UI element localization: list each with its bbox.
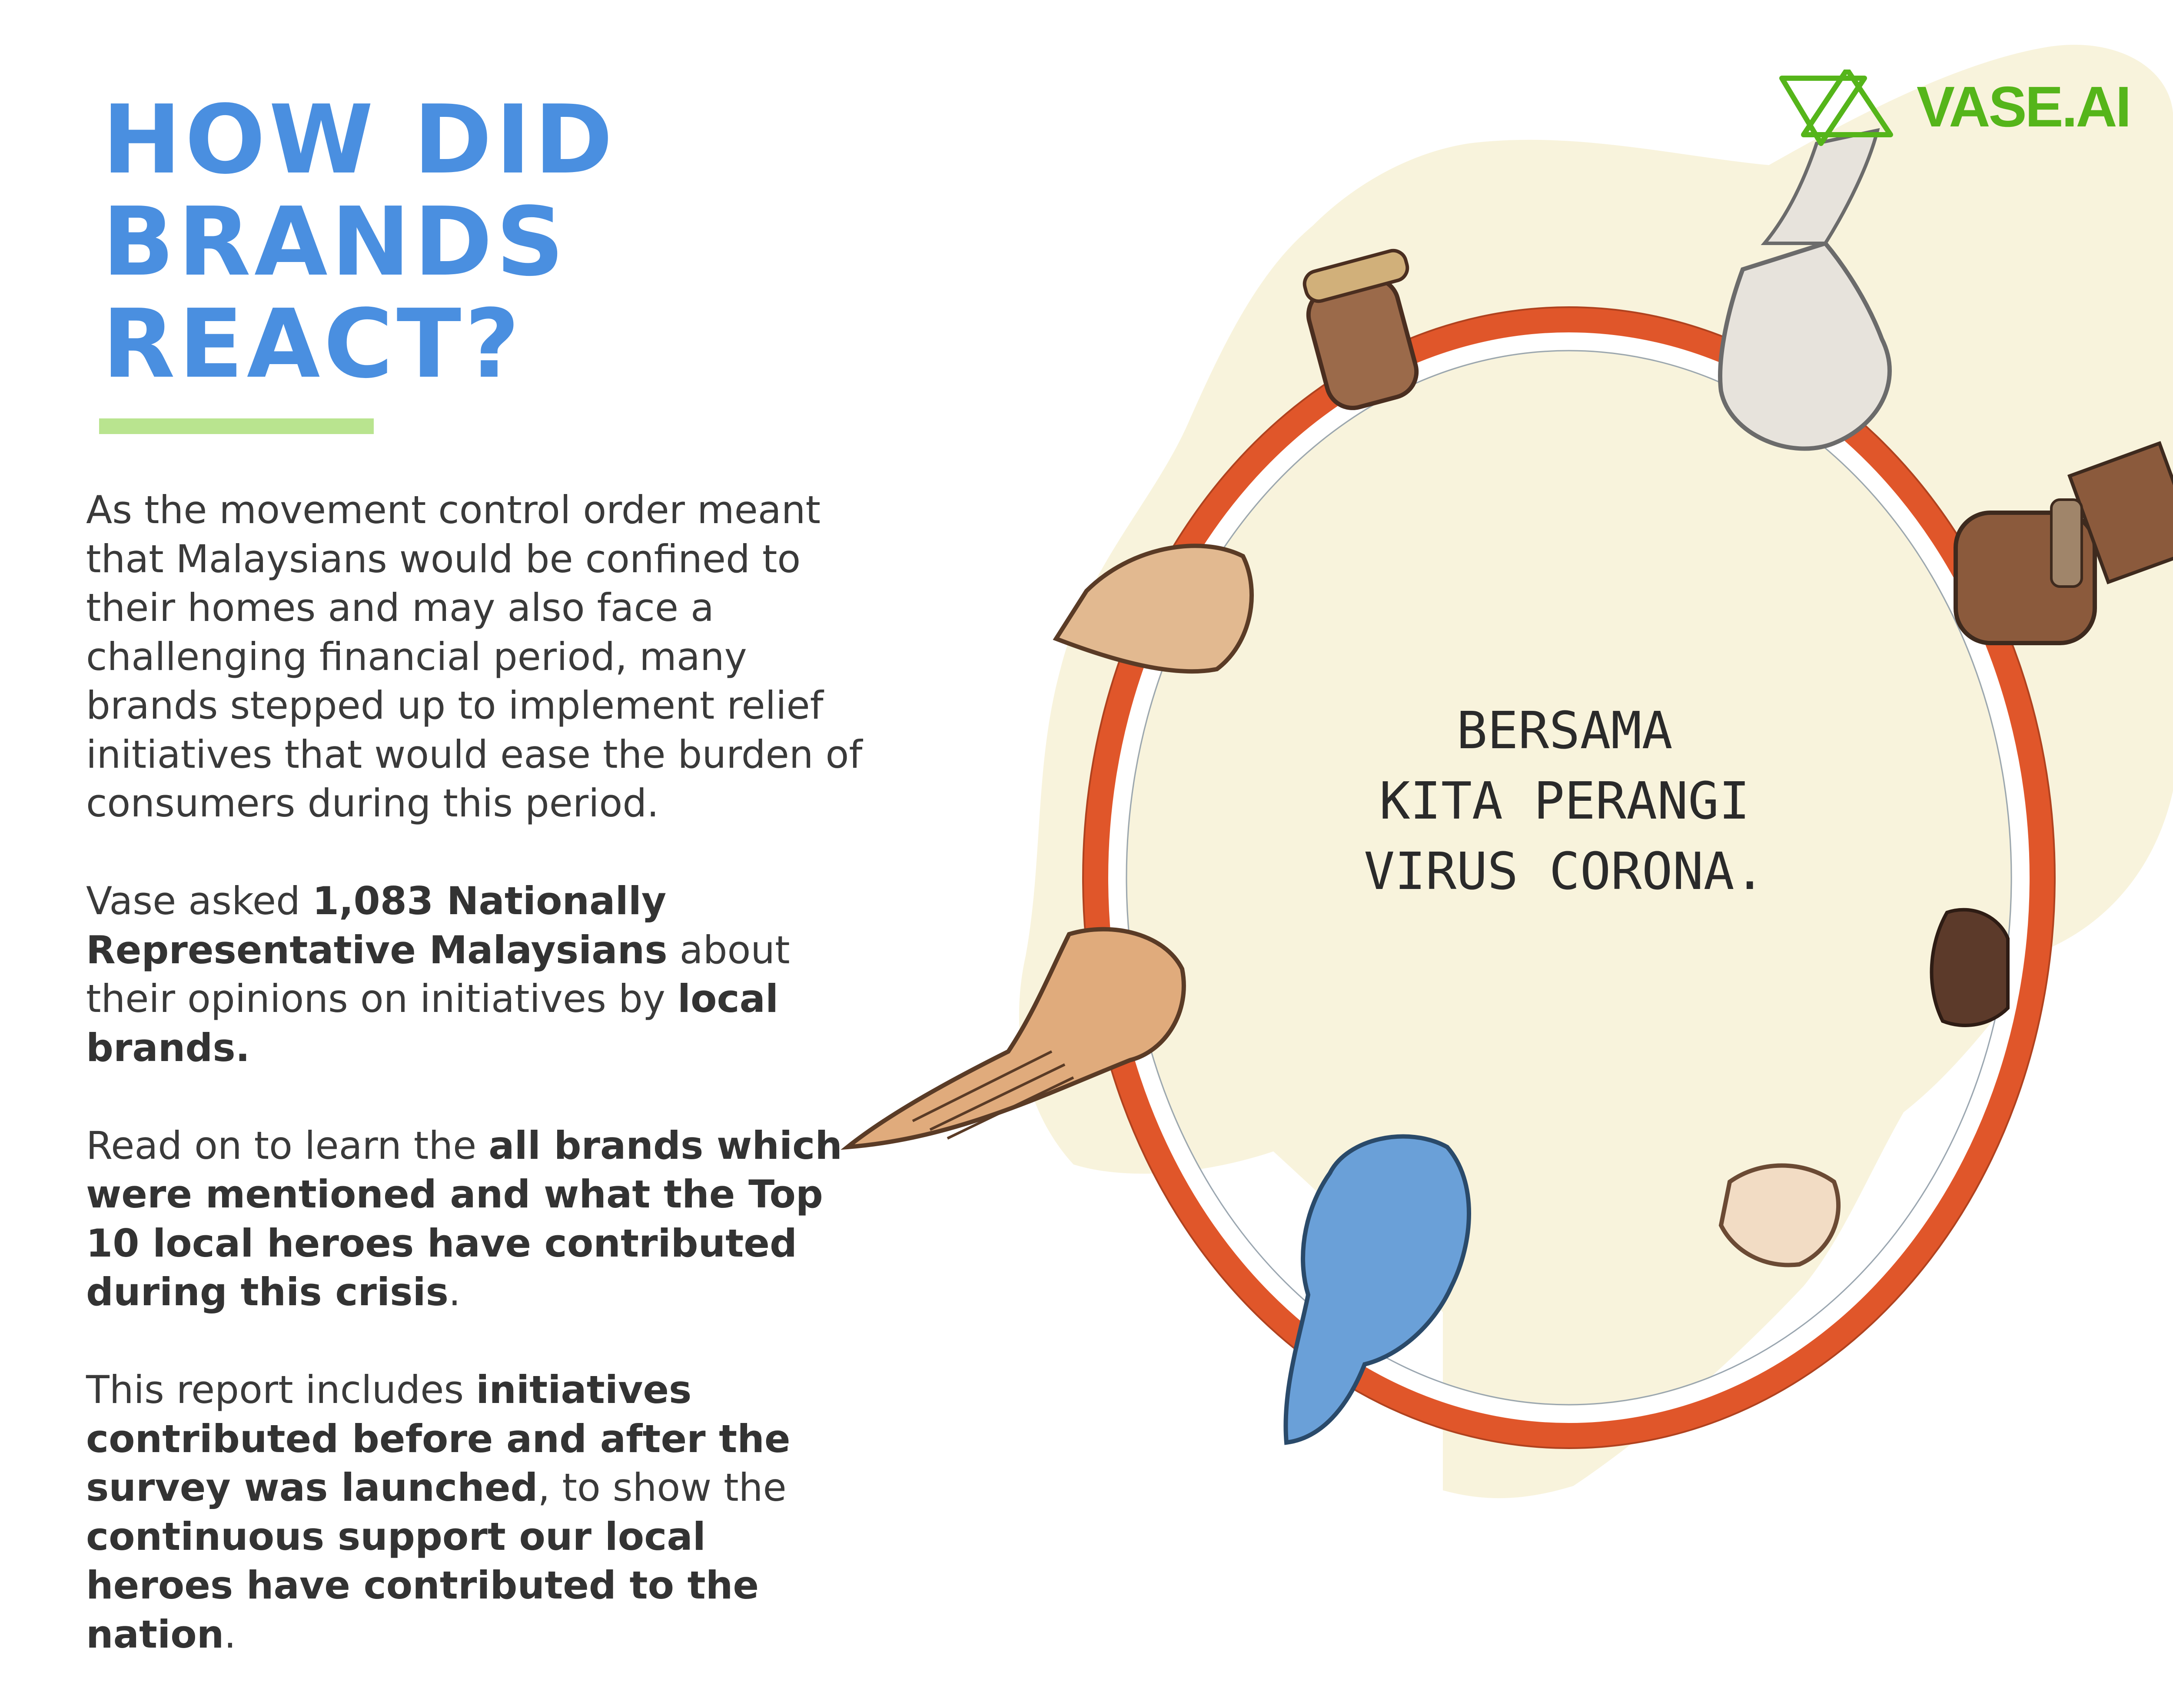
paragraph-emphasis: 1,083 Nationally Representative Malaysians	[86, 879, 668, 972]
report-paragraph	[86, 1366, 864, 1659]
title-line-1: HOW DID	[102, 85, 617, 195]
campaign-slogan	[1282, 695, 1847, 906]
hand-right-lower-icon	[1932, 910, 2008, 1025]
slogan-line-2: KITA PERANGI	[1379, 771, 1750, 831]
paragraph-emphasis: local brands.	[86, 976, 779, 1070]
paragraph-text: This report includes	[86, 1367, 476, 1412]
slogan-line-1: BERSAMA	[1456, 700, 1673, 760]
read-on-paragraph	[86, 1121, 864, 1317]
hand-bottom-right-icon	[1721, 1166, 1838, 1265]
paragraph-text: Read on to learn the	[86, 1123, 489, 1168]
paragraph-text: Vase asked	[86, 879, 312, 923]
paragraph-text: As the movement control order meant that Malaysians would be confined to their homes and may also face a challenging financial period, many brands stepped up to implement relief initiatives that would ease the burden of consumers during this period.	[86, 488, 863, 826]
title-underline	[99, 418, 374, 434]
paragraph-emphasis: continuous support our local heroes have contributed to the nation	[86, 1514, 759, 1657]
intro-text	[86, 486, 864, 1708]
title-line-2: BRANDS	[102, 187, 568, 297]
vase-ai-logo-text: VASE.AI	[1917, 75, 2130, 139]
paragraph-text: .	[224, 1612, 236, 1657]
paragraph-text: , to show the	[538, 1465, 787, 1510]
paragraph-text: about their opinions on initiatives by	[86, 927, 790, 1021]
title-line-3: REACT?	[102, 289, 523, 399]
intro-paragraph	[86, 486, 864, 828]
paragraph-emphasis: initiatives contributed before and after the survey was launched	[86, 1367, 791, 1510]
paragraph-emphasis: all brands which were mentioned and what the Top 10 local heroes have contributed during this crisis	[86, 1123, 842, 1314]
slogan-line-3: VIRUS CORONA.	[1364, 841, 1765, 901]
paragraph-text: .	[449, 1270, 461, 1314]
survey-paragraph	[86, 877, 864, 1072]
page-title	[102, 85, 617, 399]
